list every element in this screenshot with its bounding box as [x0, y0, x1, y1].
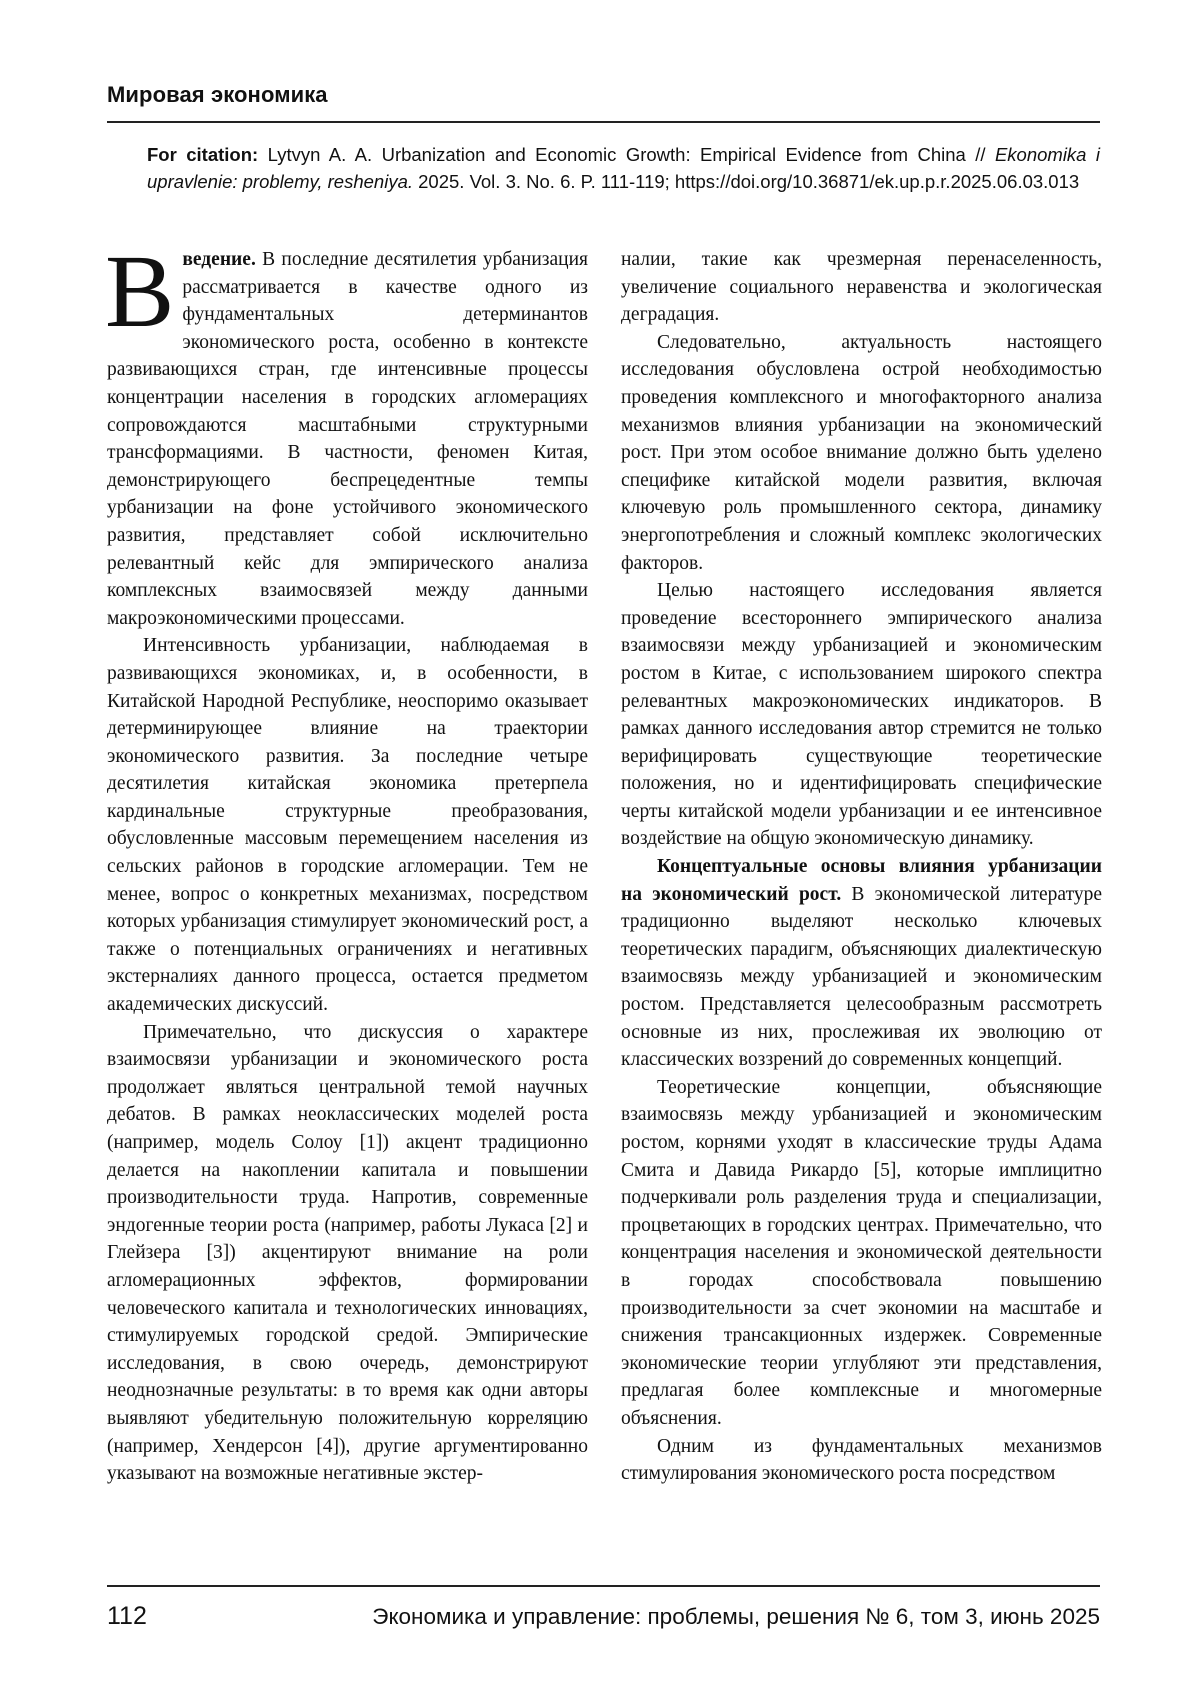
subsection-text: В экономической литературе традиционно выделяют несколько ключевых теоретических парадигм, объясняющих диалектическую взаимосвязь между урбанизацией и экономическим ростом. Представляется целесообразным рассмотреть основные из них, прослеживая их эволюцию от классических воззрений до современных концепций.: [621, 883, 1102, 1071]
paragraph: [621, 853, 1102, 1074]
paragraph: Следовательно, актуальность настоящего исследования обусловлена острой необходимостью проведения комплексного и многофакторного анализа механизмов влияния урбанизации на экономический рост. При этом особое внимание должно быть уделено специфике китайской модели развития, включая ключевую роль промышленного сектора, динамику энергопотребления и сложный комплекс экологических факторов.: [621, 331, 1102, 574]
intro-text: В последние десятилетия урбанизация рассматривается в качестве одного из фундаментальных детерминантов экономического роста, особенно в контексте развивающихся стран, где интенсивные процессы концентрации населения в городских агломерациях сопровождаются масштабными структурными трансформациями. В частности, феномен Китая, демонстрирующего беспрецедентные темпы урбанизации на фоне устойчивого экономического развития, представляет собой исключительно релевантный кейс для эмпирического анализа комплексных взаимосвязей между данными макроэкономическими процессами.: [107, 249, 589, 629]
drop-cap: В: [105, 234, 175, 349]
citation-block: [147, 141, 1100, 195]
left-column: [105, 234, 589, 1488]
intro-paragraph: [105, 234, 589, 632]
footer-journal: Экономика и управление: проблемы, решения № 6, том 3, июнь 2025: [372, 1604, 1100, 1629]
section-header: Мировая экономика: [107, 82, 328, 107]
paragraph: Интенсивность урбанизации, наблюдаемая в развивающихся экономиках, и, в особенности, в Китайской Народной Республике, неоспоримо оказывает детерминирующее влияние на траектории экономического развития. За последние четыре десятилетия китайская экономика претерпела кардинальные структурные преобразования, обусловленные массовым перемещением населения из сельских районов в городские агломерации. Тем не менее, вопрос о конкретных механизмах, посредством которых урбанизация стимулирует экономический рост, а также о потенциальных ограничениях и негативных экстерналиях данного процесса, остается предметом академических дискуссий.: [107, 635, 588, 1016]
citation-details: 2025. Vol. 3. No. 6. P. 111-119; https://doi.org/10.36871/ek.up.p.r.2025.06.03.013: [418, 171, 1080, 192]
paragraph-continued: налии, такие как чрезмерная перенаселенность, увеличение социального неравенства и экологическая деградация.: [621, 249, 1102, 326]
right-column: [621, 246, 1102, 1488]
paragraph: Целью настоящего исследования является проведение всестороннего эмпирического анализа взаимосвязи между урбанизацией и экономическим ростом в Китае, с использованием широкого спектра релевантных макроэкономических индикаторов. В рамках данного исследования автор стремится не только верифицировать существующие теоретические положения, но и идентифицировать специфические черты китайской модели урбанизации и ее интенсивное воздействие на общую экономическую динамику.: [621, 580, 1102, 850]
paragraph: Теоретические концепции, объясняющие взаимосвязь между урбанизацией и экономическим ростом, корнями уходят в классические труды Адама Смита и Давида Рикардо [5], которые имплицитно подчеркивали роль разделения труда и специализации, процветающих в городских центрах. Примечательно, что концентрация населения и экономической деятельности в городах способствовала повышению производительности за счет экономии на масштабе и снижения трансакционных издержек. Современные экономические теории углубляют эти представления, предлагая более комплексные и многомерные объяснения.: [621, 1076, 1102, 1429]
intro-lead: ведение.: [182, 249, 256, 270]
citation-authors: Lytvyn A. A. Urbanization and Economic Growth: Empirical Evidence from China //: [267, 144, 986, 165]
paragraph: Одним из фундаментальных механизмов стимулирования экономического роста посредством: [621, 1435, 1102, 1485]
paragraph: Примечательно, что дискуссия о характере взаимосвязи урбанизации и экономического роста продолжает являться центральной темой научных дебатов. В рамках неоклассических моделей роста (например, модель Солоу [1]) акцент традиционно делается на накоплении капитала и повышении производительности труда. Напротив, современные эндогенные теории роста (например, работы Лукаса [2] и Глейзера [3]) акцентируют внимание на роли агломерационных эффектов, формировании человеческого капитала и технологических инновациях, стимулируемых городской средой. Эмпирические исследования, в свою очередь, демонстрируют неоднозначные результаты: в то время как одни авторы выявляют убедительную положительную корреляцию (например, Хендерсон [4]), другие аргументированно указывают на возможные негативные экстер-: [107, 1021, 588, 1485]
citation-journal: Ekonomika i upravlenie: problemy, resheniya.: [147, 144, 1101, 192]
citation-label: For citation:: [147, 144, 259, 165]
subsection-heading: Концептуальные основы влияния урбанизации на экономический рост.: [621, 856, 1102, 905]
footer-rule: [107, 1585, 1100, 1587]
page-number: 112: [107, 1602, 147, 1630]
header-rule: [107, 121, 1100, 123]
